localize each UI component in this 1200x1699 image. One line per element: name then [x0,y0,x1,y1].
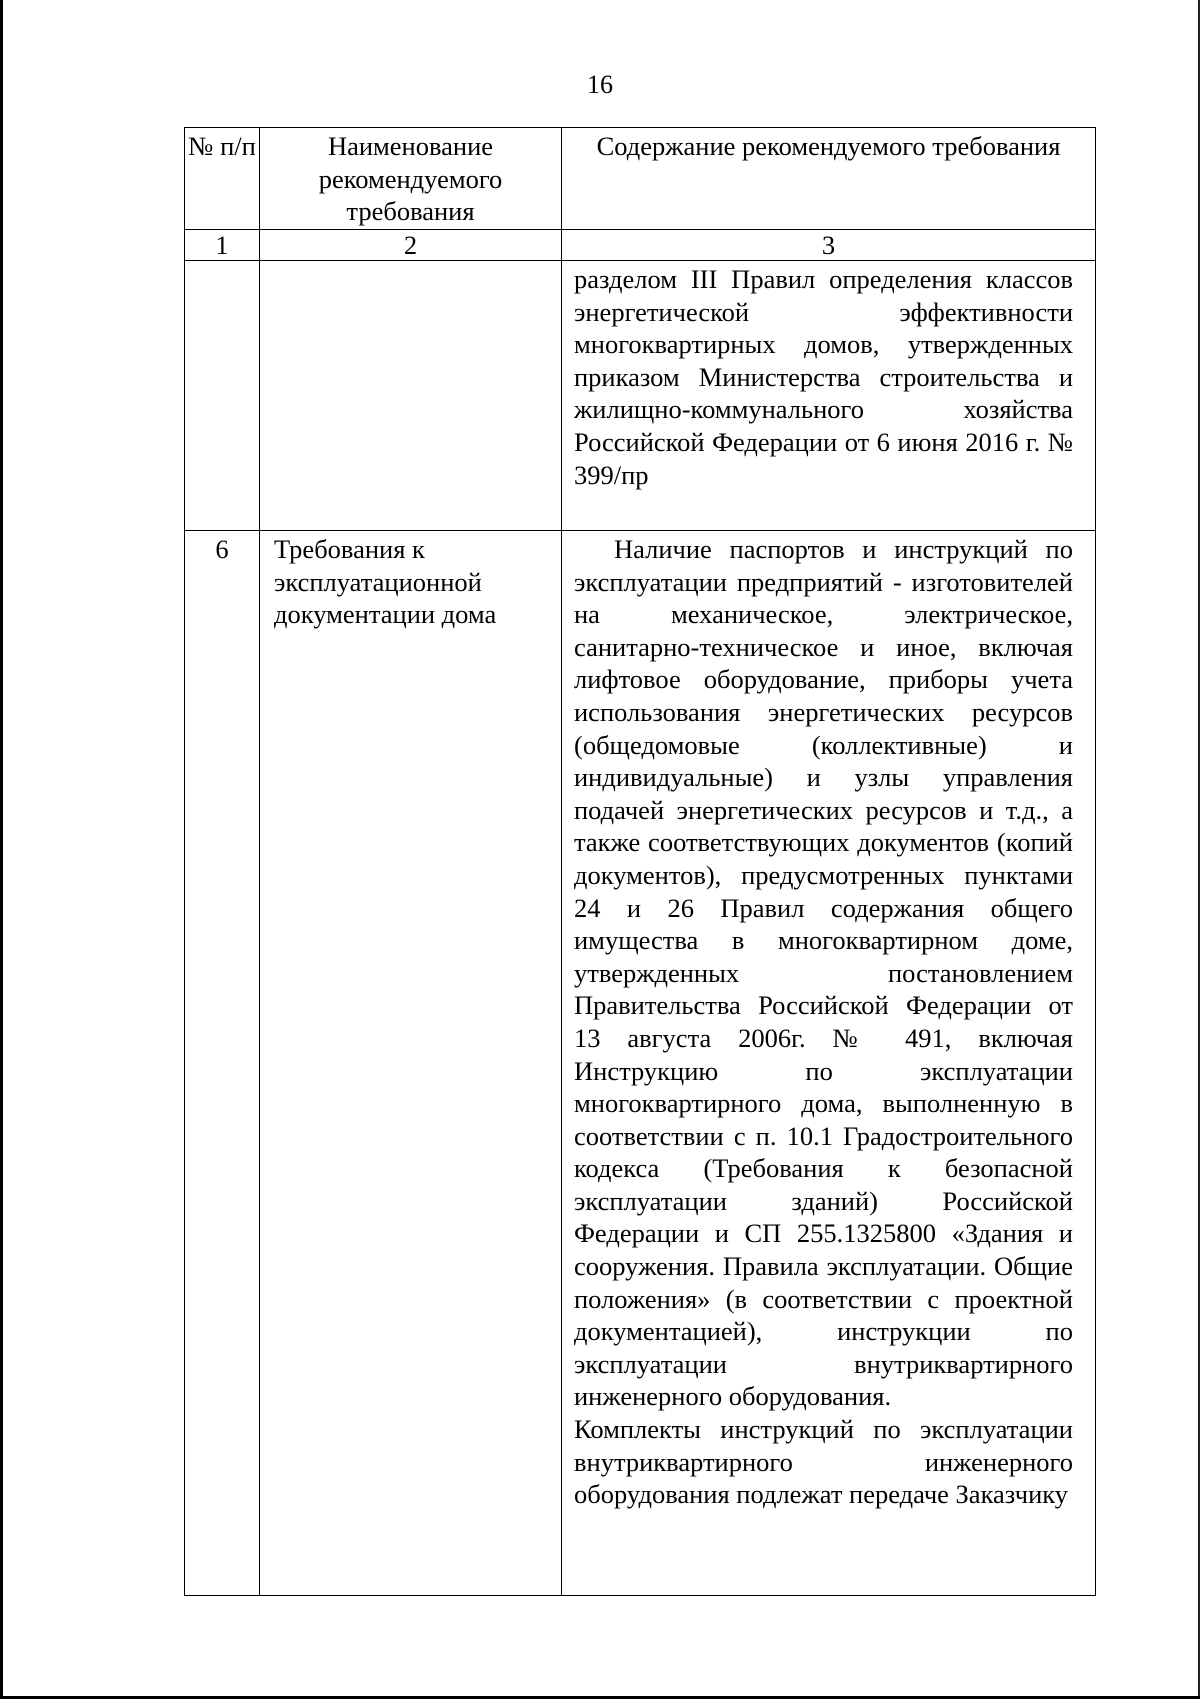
page-number: 16 [587,70,613,99]
column-number-row [185,230,1096,261]
table-header-row [185,128,1096,230]
header-number: № п/п [185,128,260,230]
requirements-table [184,127,1096,1596]
table-row [185,531,1096,1596]
scan-left-edge [0,0,3,1699]
content-paragraph: разделом III Правил определения классов энергетической эффективности многоквартирных домов, утвержденных приказом Министерства строительства и жилищно-коммунального хозяйства Российской Федерации от 6 июня 2016 г. № 399/пр [574,264,1073,490]
row-number: 6 [185,531,260,1596]
row-requirement-name: Требования к эксплуатационной документации дома [260,531,562,1596]
row-number [185,261,260,531]
content-paragraph: Комплекты инструкций по эксплуатации внутриквартирного инженерного оборудования подлежат передаче Заказчику [574,1414,1073,1510]
content-paragraph: Наличие паспортов и инструкций по эксплуатации предприятий - изготовителей на механическое, электрическое, санитарно-техническое и иное, включая лифтовое оборудование, приборы учета использования энергетических ресурсов (общедомовые (коллективные) и индивидуальные) и узлы управления подачей энергетических ресурсов и т.д., а также соответствующих документов (копий документов), предусмотренных пунктами 24 и 26 Правил содержания общего имущества в многоквартирном доме, утвержденных постановлением Правительства Российской Федерации от 13 августа 2006г. № 491, включая Инструкцию по эксплуатации многоквартирного дома, выполненную в соответствии с п. 10.1 Градостроительного кодекса (Требования к безопасной эксплуатации зданий) Российской Федерации и СП 255.1325800 «Здания и сооружения. Правила эксплуатации. Общие положения» (в соответствии с проектной документацией), инструкции по эксплуатации внутриквартирного инженерного оборудования. [574,534,1073,1412]
header-requirement-name: Наименование рекомендуемого требования [260,128,562,230]
row-requirement-content [562,261,1096,531]
row-requirement-name [260,261,562,531]
row-requirement-content [562,531,1096,1596]
header-requirement-content: Содержание рекомендуемого требования [562,128,1096,230]
column-number-1: 1 [185,230,260,261]
table-row [185,261,1096,531]
column-number-3: 3 [562,230,1096,261]
column-number-2: 2 [260,230,562,261]
